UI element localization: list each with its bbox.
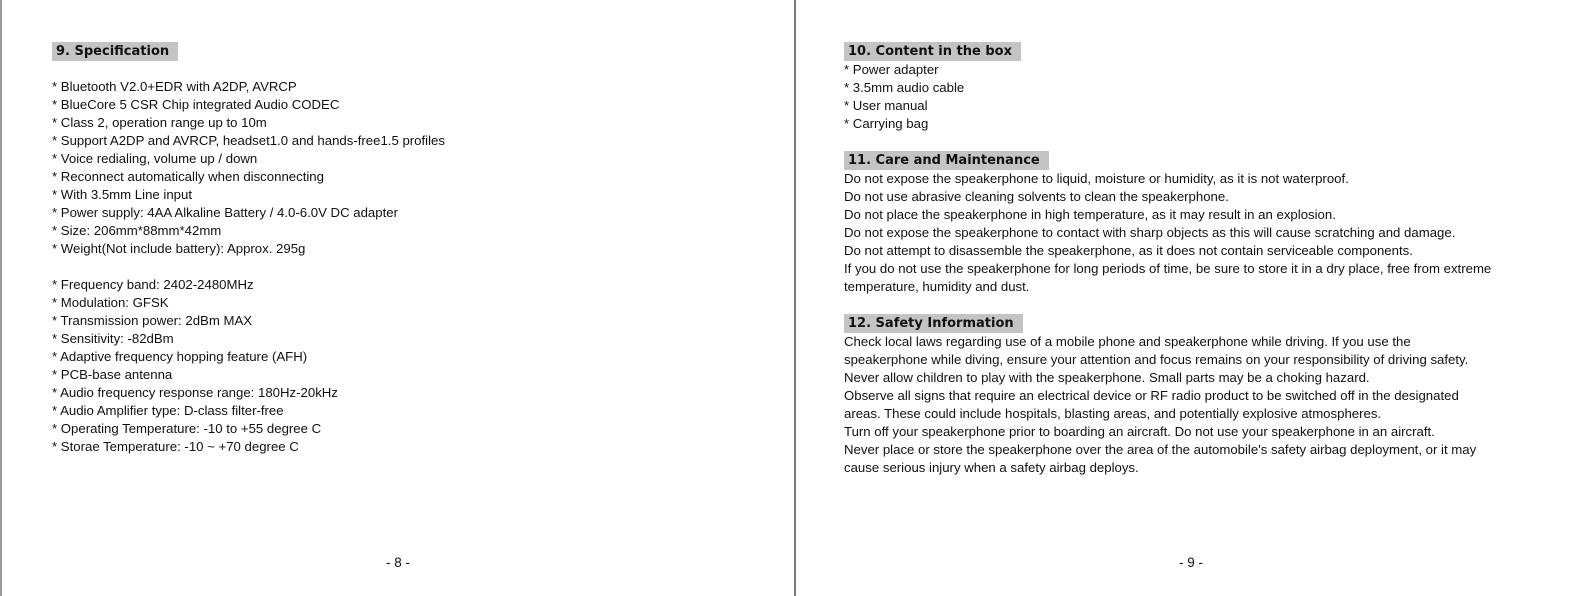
- care-line: Do not attempt to disassemble the speakerphone, as it does not contain serviceable components.: [844, 243, 1413, 258]
- page-number-left: - 8 -: [386, 555, 411, 570]
- rf-spec-item: * Frequency band: 2402-2480MHz: [52, 277, 254, 292]
- safety-line: speakerphone while diving, ensure your attention and focus remains on your responsibility of driving safety.: [844, 352, 1469, 367]
- box-item: * 3.5mm audio cable: [844, 80, 965, 95]
- rf-spec-item: * Audio frequency response range: 180Hz-20kHz: [52, 385, 338, 400]
- section-gap: [844, 296, 1584, 314]
- specification-list: [52, 78, 445, 456]
- safety-line: cause serious injury when a safety airbag deploys.: [844, 460, 1139, 475]
- care-line: Do not use abrasive cleaning solvents to clean the speakerphone.: [844, 189, 1229, 204]
- care-maintenance-heading: 11. Care and Maintenance: [844, 151, 1049, 170]
- spec-item: * Weight(Not include battery): Approx. 295g: [52, 241, 306, 256]
- care-maintenance-text: [844, 170, 1584, 296]
- specification-heading: 9. Specification: [52, 42, 178, 61]
- section-gap: [844, 133, 1584, 151]
- spec-item: * Class 2, operation range up to 10m: [52, 115, 267, 130]
- safety-information-text: [844, 333, 1584, 477]
- rf-spec-item: * Sensitivity: -82dBm: [52, 331, 174, 346]
- rf-spec-item: * Adaptive frequency hopping feature (AFH): [52, 349, 308, 364]
- rf-spec-item: * Modulation: GFSK: [52, 295, 169, 310]
- content-in-box-section: [844, 42, 1584, 133]
- safety-line: Observe all signs that require an electrical device or RF radio product to be switched off in the designated: [844, 388, 1459, 403]
- left-page: [2, 0, 794, 596]
- right-page: [796, 0, 1589, 596]
- rf-spec-item: * Audio Amplifier type: D-class filter-free: [52, 403, 284, 418]
- spec-item: * BlueCore 5 CSR Chip integrated Audio CODEC: [52, 97, 340, 112]
- safety-information-heading: 12. Safety Information: [844, 314, 1023, 333]
- rf-spec-item: * Operating Temperature: -10 to +55 degree C: [52, 421, 322, 436]
- spec-item: * Reconnect automatically when disconnecting: [52, 169, 324, 184]
- spec-item: * Power supply: 4AA Alkaline Battery / 4.0-6.0V DC adapter: [52, 205, 398, 220]
- page-number-right: - 9 -: [1179, 555, 1204, 570]
- spec-item: * Support A2DP and AVRCP, headset1.0 and hands-free1.5 profiles: [52, 133, 445, 148]
- rf-spec-item: * PCB-base antenna: [52, 367, 173, 382]
- safety-line: Never place or store the speakerphone over the area of the automobile's safety airbag deployment, or it may: [844, 442, 1477, 457]
- spec-item: * With 3.5mm Line input: [52, 187, 192, 202]
- safety-line: areas. These could include hospitals, blasting areas, and potentially explosive atmospheres.: [844, 406, 1382, 421]
- specification-section: [52, 42, 445, 456]
- safety-line: Turn off your speakerphone prior to boarding an aircraft. Do not use your speakerphone in an aircraft.: [844, 424, 1435, 439]
- spec-item: * Size: 206mm*88mm*42mm: [52, 223, 222, 238]
- care-line: Do not expose the speakerphone to contact with sharp objects as this will cause scratching and damage.: [844, 225, 1456, 240]
- box-item: * User manual: [844, 98, 928, 113]
- right-page-content: [844, 42, 1584, 477]
- safety-line: Check local laws regarding use of a mobile phone and speakerphone while driving. If you use the: [844, 334, 1411, 349]
- care-line: If you do not use the speakerphone for long periods of time, be sure to store it in a dry place, free from extreme: [844, 261, 1492, 276]
- rf-spec-item: * Transmission power: 2dBm MAX: [52, 313, 253, 328]
- care-line: temperature, humidity and dust.: [844, 279, 1030, 294]
- care-maintenance-section: [844, 151, 1584, 296]
- safety-line: Never allow children to play with the speakerphone. Small parts may be a choking hazard.: [844, 370, 1370, 385]
- rf-spec-item: * Storae Temperature: -10 ~ +70 degree C: [52, 439, 299, 454]
- spec-item: * Bluetooth V2.0+EDR with A2DP, AVRCP: [52, 79, 297, 94]
- box-item: * Power adapter: [844, 62, 939, 77]
- care-line: Do not place the speakerphone in high temperature, as it may result in an explosion.: [844, 207, 1336, 222]
- safety-information-section: [844, 314, 1584, 477]
- box-item: * Carrying bag: [844, 116, 929, 131]
- spec-group-gap: [52, 258, 445, 276]
- spec-item: * Voice redialing, volume up / down: [52, 151, 258, 166]
- care-line: Do not expose the speakerphone to liquid, moisture or humidity, as it is not waterproof.: [844, 171, 1349, 186]
- content-in-box-heading: 10. Content in the box: [844, 42, 1021, 61]
- content-in-box-list: [844, 61, 1584, 133]
